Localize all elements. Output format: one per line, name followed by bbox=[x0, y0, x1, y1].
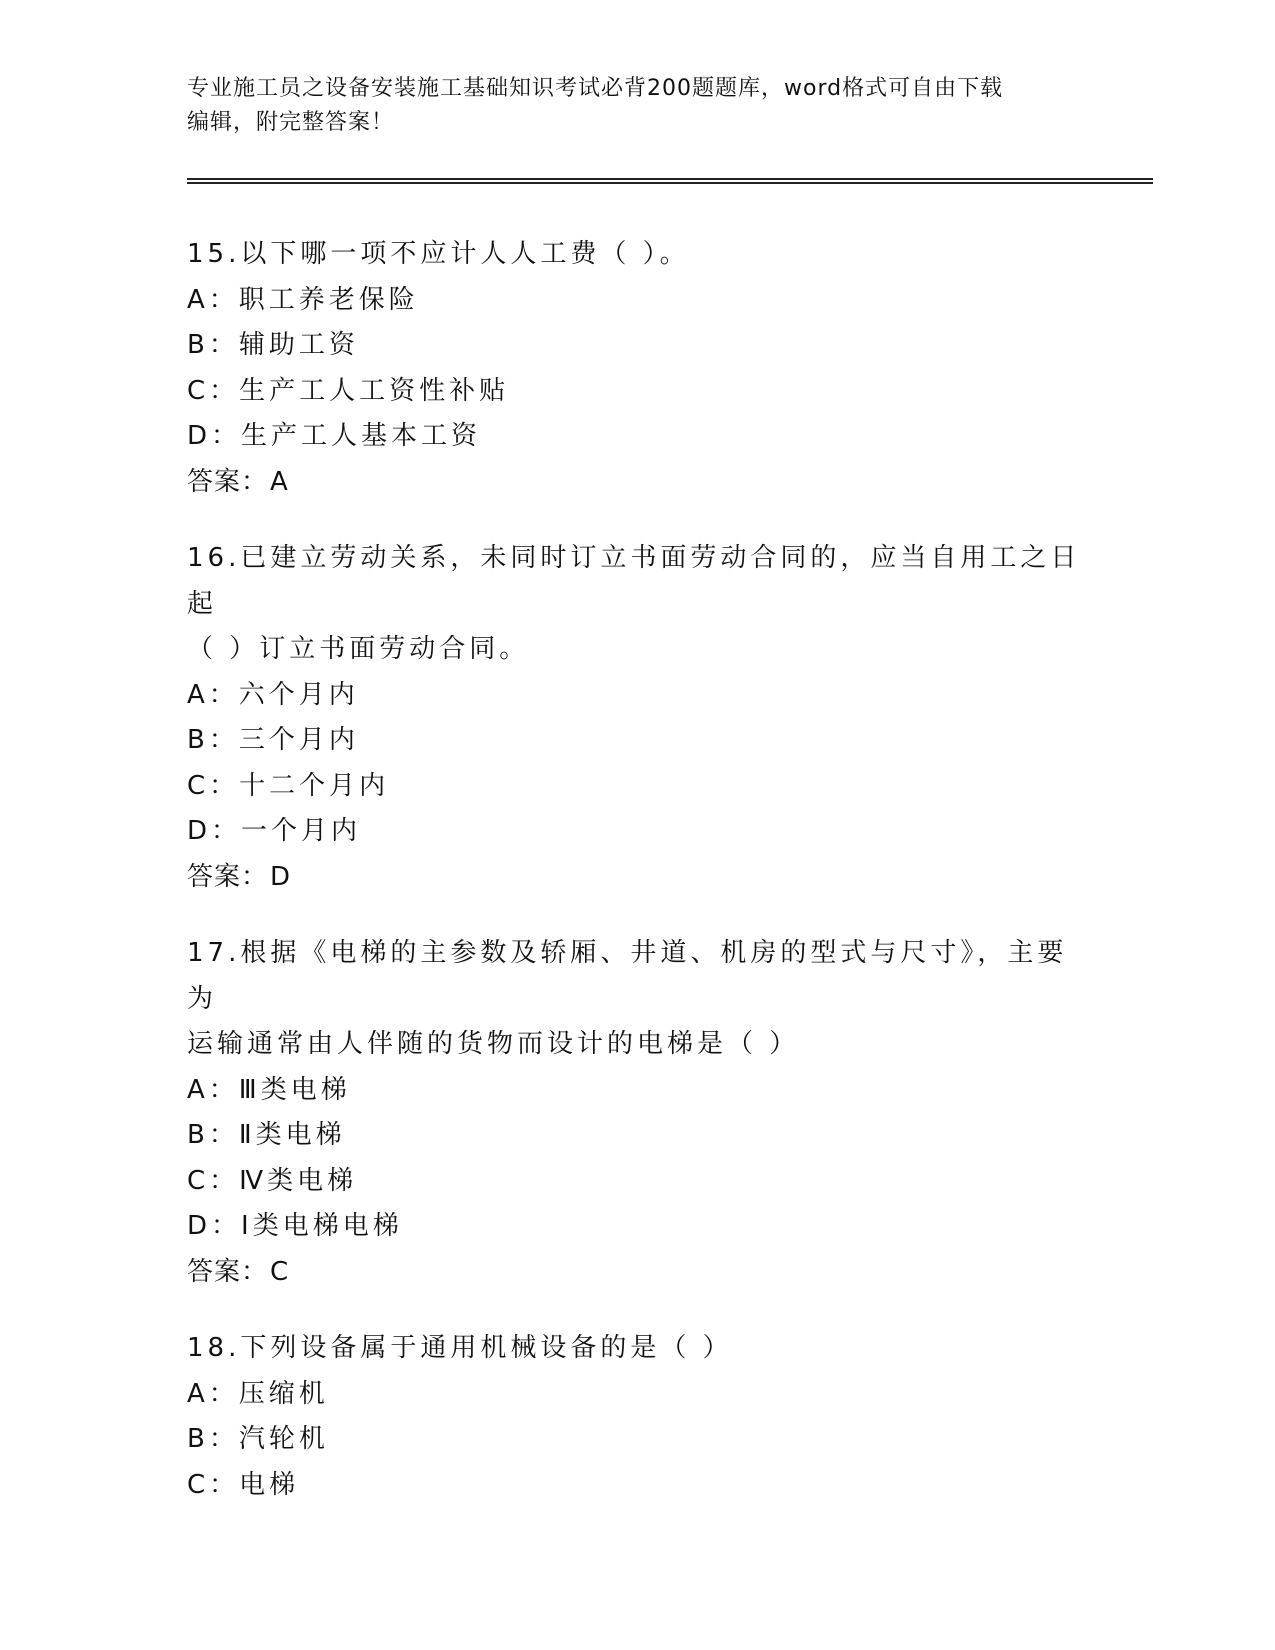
option-c: C：Ⅳ类电梯 bbox=[187, 1165, 358, 1196]
option-a: A：六个月内 bbox=[187, 679, 359, 710]
header-line-2: 编辑，附完整答案！ bbox=[187, 110, 395, 135]
option-b: B：辅助工资 bbox=[187, 330, 359, 360]
question-18 bbox=[187, 1326, 1087, 1508]
question-15 bbox=[187, 232, 1087, 505]
question-list bbox=[187, 232, 1087, 1539]
question-stem-line: 17.根据《电梯的主参数及轿厢、井道、机房的型式与尺寸》，主要为 bbox=[187, 938, 1068, 1014]
answer-label: 答案： bbox=[187, 861, 269, 892]
question-stem bbox=[187, 232, 1087, 278]
answer-line bbox=[187, 460, 1087, 506]
option-c: C：生产工人工资性补贴 bbox=[187, 375, 510, 406]
answer-label: 答案： bbox=[187, 1256, 269, 1287]
answer-value: C bbox=[270, 1256, 290, 1287]
question-16 bbox=[187, 536, 1087, 900]
answer-value: D bbox=[270, 861, 292, 892]
option-a: A：职工养老保险 bbox=[187, 284, 419, 315]
option-a: A：压缩机 bbox=[187, 1378, 329, 1409]
answer-line bbox=[187, 855, 1087, 901]
question-17 bbox=[187, 931, 1087, 1295]
option-b: B：三个月内 bbox=[187, 725, 359, 755]
question-stem bbox=[187, 1326, 1087, 1372]
option-b: B：汽轮机 bbox=[187, 1424, 329, 1454]
question-stem bbox=[187, 536, 1087, 673]
option-b: B：Ⅱ类电梯 bbox=[187, 1120, 346, 1150]
answer-value: A bbox=[270, 466, 289, 497]
option-c: C：电梯 bbox=[187, 1469, 300, 1500]
question-stem-line: 15.以下哪一项不应计人人工费（ ）。 bbox=[187, 239, 690, 269]
question-stem-line: 18.下列设备属于通用机械设备的是（ ） bbox=[187, 1333, 733, 1363]
option-c: C：十二个月内 bbox=[187, 770, 390, 801]
option-a: A：Ⅲ类电梯 bbox=[187, 1074, 351, 1105]
question-stem bbox=[187, 931, 1087, 1068]
question-stem-line: 运输通常由人伴随的货物而设计的电梯是（ ） bbox=[187, 1029, 800, 1059]
answer-label: 答案： bbox=[187, 466, 269, 497]
option-d: D：Ⅰ类电梯电梯 bbox=[187, 1211, 403, 1241]
option-d: D：一个月内 bbox=[187, 816, 362, 846]
document-header bbox=[187, 72, 1067, 140]
answer-line bbox=[187, 1250, 1087, 1296]
question-stem-line: （ ）订立书面劳动合同。 bbox=[187, 634, 530, 664]
header-divider bbox=[187, 178, 1153, 184]
option-d: D：生产工人基本工资 bbox=[187, 421, 482, 451]
header-line-1: 专业施工员之设备安装施工基础知识考试必背200题题库，word格式可自由下载 bbox=[187, 76, 1004, 101]
question-stem-line: 16.已建立劳动关系，未同时订立书面劳动合同的，应当自用工之日起 bbox=[187, 543, 1081, 619]
